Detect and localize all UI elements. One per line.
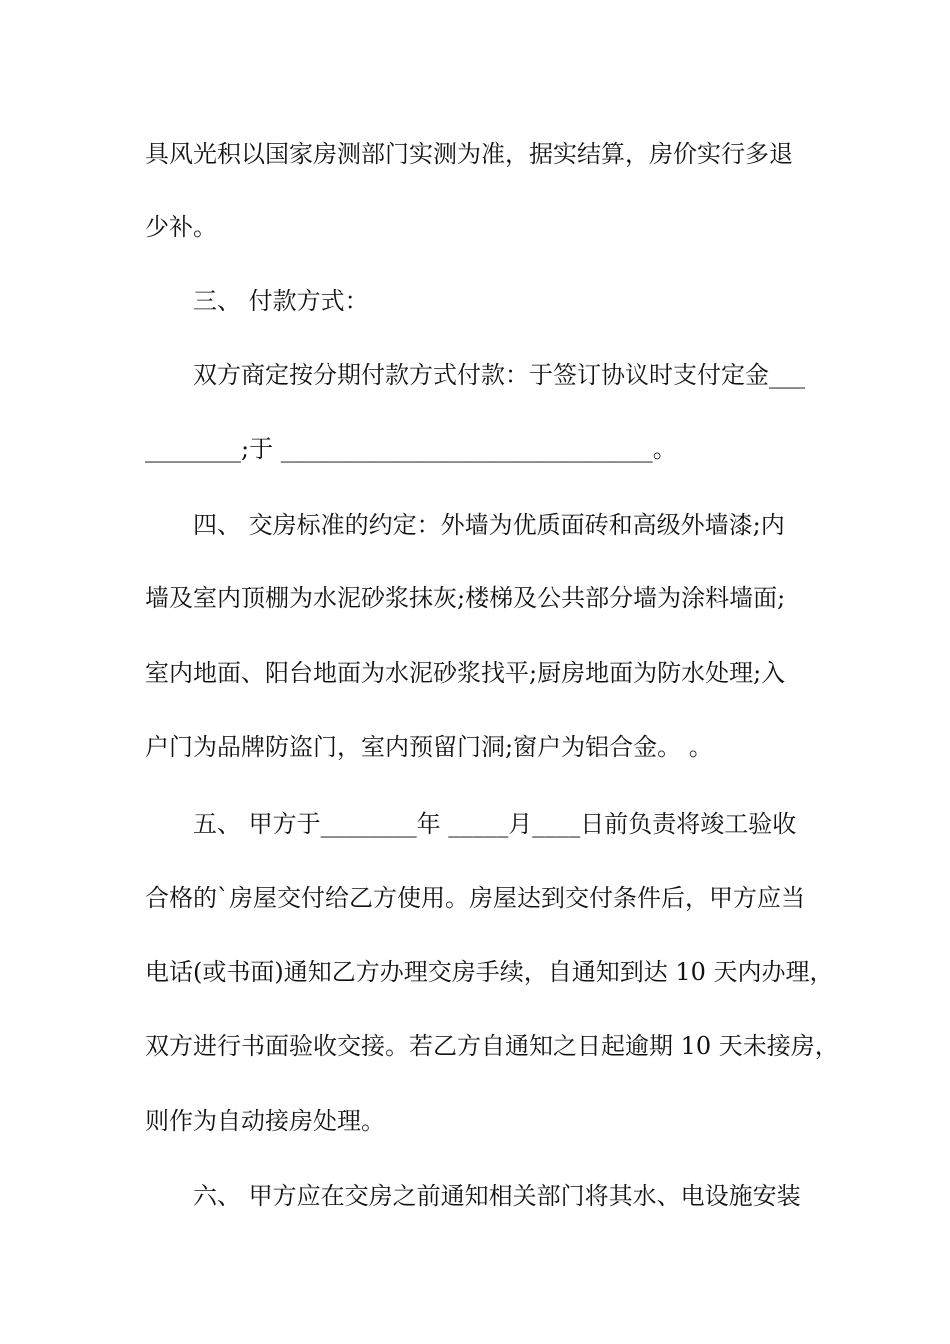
section-heading: 四、 交房标准的约定：外墙为优质面砖和高级外墙漆;内 — [193, 511, 785, 539]
text-line: 则作为自动接房处理。 — [145, 1107, 385, 1135]
text-line: 双方进行书面验收交接。若乙方自通知之日起逾期 10 天未接房， — [145, 1032, 839, 1060]
section-heading: 五、 甲方于________年 _____月____日前负责将竣工验收 — [193, 810, 797, 838]
text-line: 户门为品牌防盗门，室内预留门洞;窗户为铝合金。 。 — [145, 733, 713, 761]
text-line: ________;于 _______________________________。 — [145, 435, 677, 463]
text-line: 具风光积以国家房测部门实测为准，据实结算，房价实行多退 — [145, 140, 793, 168]
section-heading: 六、 甲方应在交房之前通知相关部门将其水、电设施安装 — [193, 1182, 801, 1210]
section-heading: 三、 付款方式： — [193, 287, 369, 315]
text-line: 墙及室内顶棚为水泥砂浆抹灰;楼梯及公共部分墙为涂料墙面; — [145, 584, 786, 612]
text-line: 室内地面、阳台地面为水泥砂浆找平;厨房地面为防水处理;入 — [145, 659, 786, 687]
text-line: 电话(或书面)通知乙方办理交房手续，自通知到达 10 天内办理， — [145, 958, 834, 986]
text-line: 双方商定按分期付款方式付款：于签订协议时支付定金___ — [193, 361, 805, 389]
text-line: 少补。 — [145, 213, 217, 241]
text-line: 合格的`房屋交付给乙方使用。房屋达到交付条件后，甲方应当 — [145, 884, 805, 912]
